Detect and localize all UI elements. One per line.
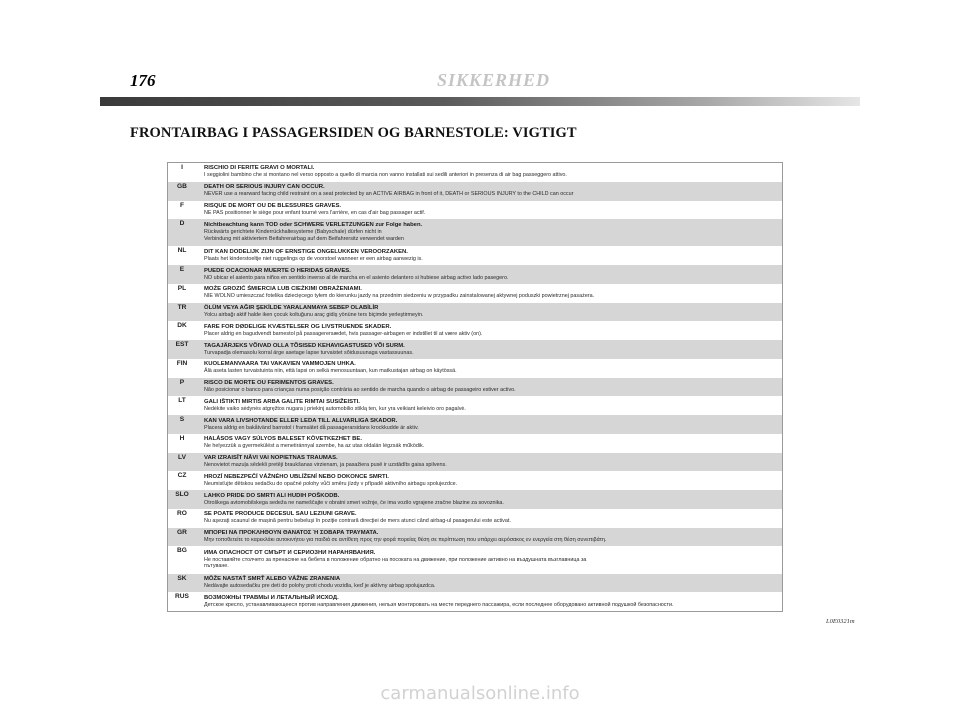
- warning-text-cell: [196, 284, 782, 303]
- warning-headline: Nichtbeachtung kann TOD oder SCHWERE VERLETZUNGEN zur Folge haben.: [204, 222, 423, 229]
- warning-headline: HROZÍ NEBEZPEČÍ VÁŽNÉHO UBLÍŽENÍ NEBO DOKONCE SMRTI.: [204, 473, 389, 480]
- table-row: [168, 359, 782, 378]
- warning-text-cell: [196, 396, 782, 415]
- warning-headline: LAHKO PRIDE DO SMRTI ALI HUDIH POŠKODB.: [204, 492, 340, 499]
- warning-text-cell: [196, 182, 782, 201]
- language-code: SLO: [168, 490, 196, 509]
- warning-headline: KUOLEMANVAARA TAI VAKAVIEN VAMMOJEN UHKA.: [204, 361, 356, 368]
- airbag-warning-table: [167, 162, 783, 612]
- warning-headline: PUEDE OCACIONAR MUERTE O HERIDAS GRAVES.: [204, 267, 351, 274]
- section-title: SIKKERHED: [437, 70, 551, 90]
- warning-headline: RISQUE DE MORT OU DE BLESSURES GRAVES.: [204, 202, 342, 209]
- language-code: BG: [177, 547, 187, 555]
- language-code: GB: [168, 182, 196, 201]
- warning-headline: MÔŽE NASTAŤ SMRŤ ALEBO VÁŽNE ZRANENIA: [204, 576, 341, 583]
- warning-headline: TAGAJÄRJEKS VÕIVAD OLLA TÕSISED KEHAVIGASTUSED VÕI SURM.: [204, 342, 405, 349]
- language-code: PL: [177, 284, 187, 292]
- warning-description: Yolcu airbağı aktif halde iken çocuk koltuğunu araç gidiş yönüne ters biçimde yerleştirmeyin.: [204, 312, 424, 319]
- warning-description: Ne helyezzük a gyermekülést a menetiránnyal szembe, ha az utas oldalán légzsák működik.: [204, 443, 425, 450]
- warning-description: Детское кресло, устанавливающееся против направления движения, нельзя монтировать на месте переднего пассажира, если последнее оборудовано активной подушкой безопасности.: [204, 601, 674, 608]
- table-row: [168, 182, 782, 201]
- watermark: carmanualsonline.info: [380, 683, 580, 704]
- warning-text-cell: [196, 528, 782, 547]
- warning-text-cell: [196, 340, 782, 359]
- table-row: [168, 396, 782, 415]
- warning-description: NIE WOLNO umieszczać fotelika dziecięcego tyłem do kierunku jazdy na przednim siedzeniu w przypadku zainstalowanej aktywnej poduszki powietrznej pasażera.: [204, 293, 595, 300]
- image-code: L0E0321m: [826, 618, 855, 625]
- language-code: RUS: [175, 593, 189, 601]
- warning-headline: GALI IŠTIKTI MIRTIS ARBA GALITE RIMTAI SUSIŽEISTI.: [204, 398, 360, 405]
- language-code: S: [168, 415, 196, 434]
- warning-headline: HALÁSOS VAGY SÚLYOS BALESET KÖVETKEZHET BE.: [204, 436, 362, 443]
- warning-description: пътуване.: [204, 563, 229, 570]
- table-row: [168, 265, 782, 284]
- warning-headline: ВОЗМОЖНЫ ТРАВМЫ И ЛЕТАЛЬНЫЙ ИСХОД.: [204, 594, 339, 601]
- language-code: EST: [168, 340, 196, 359]
- warning-description: Rückwärts gerichtete Kinderrückhaltesysteme (Babyschale) dürfen nicht in: [204, 229, 382, 236]
- warning-description: I seggiolini bambino che si montano nel verso opposto a quello di marcia non vanno installati sui sedili anteriori in presenza di air bag passeggero attivo.: [204, 172, 567, 179]
- page-number: 176: [130, 71, 156, 90]
- table-row: [168, 163, 782, 182]
- table-row: [168, 378, 782, 397]
- language-code: E: [168, 265, 196, 284]
- warning-text-cell: [196, 219, 782, 246]
- warning-description: Otroškega avtomobilskega sedeža ne nameščajte v obratni smeri vožnje, če ima vozilo vgrajene zračne blazine za sovoznika.: [204, 499, 504, 506]
- warning-text-cell: [196, 509, 782, 528]
- table-row: [168, 592, 782, 611]
- warning-text-cell: [196, 592, 782, 611]
- table-row: [168, 303, 782, 322]
- warning-headline: MOŻE GROZIĆ ŚMIERCIA LUB CIEŻKIMI OBRAŻENIAMI.: [204, 286, 362, 293]
- table-row: [168, 434, 782, 453]
- table-row: [168, 340, 782, 359]
- language-code: P: [168, 378, 196, 397]
- language-code: FIN: [176, 359, 188, 367]
- warning-text-cell: [196, 574, 782, 593]
- warning-headline: VAR IZRAISĪT NĀVI VAI NOPIETNAS TRAUMAS.: [204, 455, 338, 462]
- warning-headline: RISCHIO DI FERITE GRAVI O MORTALI.: [204, 165, 315, 172]
- warning-text-cell: [196, 546, 782, 573]
- language-code: I: [181, 164, 183, 171]
- warning-text-cell: [196, 359, 782, 378]
- warning-description: Neumisťujte dětskou sedačku do opačné polohy vůči směru jízdy v případě aktivního airbagu spolujezdce.: [204, 480, 458, 487]
- table-row: [168, 284, 782, 303]
- warning-description: Verbindung mit aktiviertem Beifahrerairbag auf dem Beifahrersitz verwendet warden: [204, 236, 404, 243]
- warning-headline: SE POATE PRODUCE DECESUL SAU LEZIUNI GRAVE.: [204, 511, 357, 518]
- warning-headline: ΜΠΟΡΕΙ ΝΑ ΠΡΟΚΛΗΘΟΥΝ ΘΑΝΑΤΟΣ Ή ΣΟΒΑΡΑ ΤΡΑΥΜΑΤΑ.: [204, 530, 379, 537]
- language-code: TR: [168, 303, 196, 322]
- table-row: [168, 490, 782, 509]
- language-code: SK: [168, 574, 196, 593]
- table-row: [168, 528, 782, 547]
- table-row: [168, 471, 782, 490]
- table-row: [168, 321, 782, 340]
- table-row: [168, 201, 782, 220]
- language-code: F: [179, 201, 185, 209]
- warning-description: Μην τοποθετείτε το καρεκλάκι αυτοκινήτου για παιδιά σε αντίθετη προς την φορά πορείας θέση σε περίπτωση που υπάρχει αερόσακος εν ενεργεία στη θέση συνεπιβάτη.: [204, 537, 607, 544]
- warning-headline: DIT KAN DODELIJK ZIJN OF ERNSTIGE ONGELUKKEN VEROORZAKEN.: [204, 248, 408, 255]
- warning-description: Älä aseta lasten turvaistuinta niin, että lapsi on selkä menosuuntaan, kun matkustajan airbag on käytössä.: [204, 368, 457, 375]
- warning-text-cell: [196, 303, 782, 322]
- warning-headline: ИМА ОПАСНОСТ ОТ СМЪРТ И СЕРИОЗНИ НАРАНЯВАНИЯ.: [204, 549, 376, 556]
- language-code: CZ: [177, 472, 187, 480]
- warning-description: NO ubicar el asiento para niños en sentido inverso al de marcha en el asiento delantero si hubiese airbag activo lado pasegero.: [204, 274, 509, 281]
- warning-description: Nedėkite vaiko sėdynės atgręžtos nugara į priekinį automobilio stiklą ten, kur yra veikiant keleivio oro pagalvė.: [204, 405, 466, 412]
- warning-description: Plaats het kinderstoeltje niet ruggelings op de voorstoel wanneer er een airbag aanwezig is.: [204, 255, 423, 262]
- language-code: LT: [178, 397, 186, 405]
- warning-text-cell: [196, 378, 782, 397]
- language-code: H: [179, 434, 185, 442]
- table-row: [168, 574, 782, 593]
- warning-text-cell: [196, 471, 782, 490]
- warning-description: Turvapadja olemasolu korral ärge asetage lapse turvaistet sõidusuunaga vastassuunas.: [204, 349, 414, 356]
- table-row: [168, 219, 782, 246]
- warning-description: Não posicionar o banco para crianças numa posição contrária ao sentido de marcha quando o airbag de passageiro estiver activo.: [204, 387, 516, 394]
- warning-headline: KAN VARA LIVSHOTANDE ELLER LEDA TILL ALLVARLIGA SKADOR.: [204, 417, 398, 424]
- language-code: D: [168, 219, 196, 246]
- warning-text-cell: [196, 453, 782, 472]
- warning-headline: DEATH OR SERIOUS INJURY CAN OCCUR.: [204, 184, 325, 191]
- warning-text-cell: [196, 246, 782, 265]
- warning-description: Nu aşezaţi scaunul de mașină pentru bebeluşi în poziţie contrară direcţiei de mers atunci când airbag-ul pasagerului este activat.: [204, 518, 511, 525]
- warning-text-cell: [196, 265, 782, 284]
- warning-text-cell: [196, 163, 782, 182]
- warning-description: NEVER use a rearward facing child restraint on a seat protected by an ACTIVE AIRBAG in front of it, DEATH or SERIOUS INJURY to the CHILD can occur: [204, 191, 574, 198]
- warning-text-cell: [196, 434, 782, 453]
- warning-headline: ÖLÜM VEYA AĞIR ŞEKİLDE YARALANMAYA SEBEP OLABİLİR: [204, 305, 379, 312]
- warning-description: Nedávajte autosedačku pre deti do polohy proti chodu vozidla, keď je aktívny airbag spolujazdca.: [204, 583, 436, 589]
- language-code: NL: [177, 247, 187, 255]
- language-code: LV: [168, 453, 196, 472]
- table-row: [168, 453, 782, 472]
- table-row: [168, 246, 782, 265]
- table-row: [168, 415, 782, 434]
- warning-headline: RISCO DE MORTE OU FERIMENTOS GRAVES.: [204, 380, 334, 387]
- warning-description: Placera aldrig en bakåtvänd barnstol i framsätet då passagerarsidans krockkudde är aktiv.: [204, 424, 419, 431]
- page-heading: FRONTAIRBAG I PASSAGERSIDEN OG BARNESTOLE: VIGTIGT: [130, 125, 577, 141]
- warning-text-cell: [196, 201, 782, 220]
- warning-text-cell: [196, 415, 782, 434]
- warning-description: NE PAS positionner le siège pour enfant tourné vers l'arrière, en cas d'air bag passager actif.: [204, 209, 426, 216]
- warning-description: Nenovietot mazuļa sēdekli pretēji braukšanas virzienam, ja pasažiera pusē ir uzstādīts gaisa spilvens.: [204, 462, 447, 469]
- warning-description: Placer aldrig en bagudvendt barnestol på passagerersædet, hvis passager-airbagen er indstillet til at være aktiv (on).: [204, 330, 483, 337]
- language-code: RO: [177, 509, 187, 517]
- language-code: DK: [177, 322, 187, 330]
- warning-text-cell: [196, 490, 782, 509]
- warning-headline: FARE FOR DØDELIGE KVÆSTELSER OG LIVSTRUENDE SKADER.: [204, 323, 392, 330]
- language-code: GR: [168, 528, 196, 547]
- warning-text-cell: [196, 321, 782, 340]
- warning-description: Не поставяйте столчето за пренасяне на бебета в положение обратно на посоката на движение, при положение активно на въздушната възглавница за: [204, 556, 587, 563]
- header-rule: [100, 97, 860, 106]
- table-row: [168, 546, 782, 573]
- table-row: [168, 509, 782, 528]
